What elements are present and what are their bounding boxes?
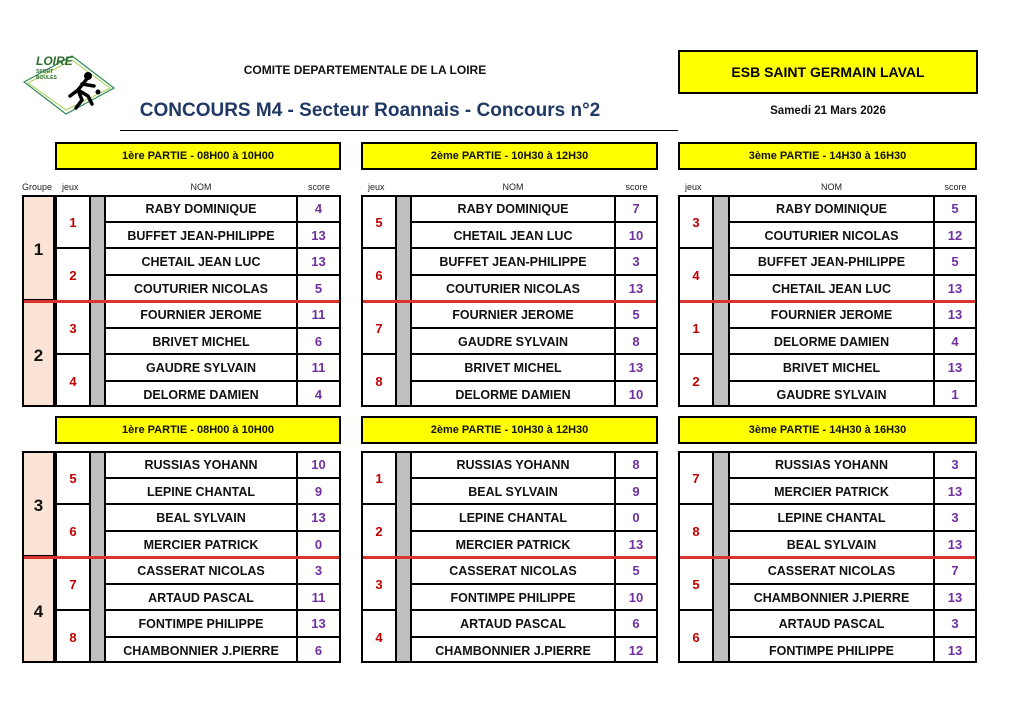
player-name: BUFFET JEAN-PHILIPPE — [411, 248, 615, 275]
player-name: COUTURIER NICOLAS — [411, 275, 615, 302]
player-score: 13 — [615, 531, 658, 558]
player-name: FONTIMPE PHILIPPE — [729, 637, 934, 664]
grey-strip — [90, 195, 105, 301]
game-number: 2 — [678, 354, 713, 407]
player-name: BUFFET JEAN-PHILIPPE — [729, 248, 934, 275]
phase-header: 3ème PARTIE - 14H30 à 16H30 — [678, 416, 977, 444]
logo-main-text: LOIRE — [36, 54, 73, 68]
column-header-games: jeux — [368, 182, 385, 192]
player-score: 11 — [297, 354, 341, 381]
group-separator — [22, 556, 341, 559]
player-score: 13 — [934, 478, 977, 505]
phase-header: 2ème PARTIE - 10H30 à 12H30 — [361, 416, 658, 444]
player-name: MERCIER PATRICK — [105, 531, 297, 558]
column-header-name: NOM — [821, 182, 842, 192]
group-separator — [678, 556, 977, 559]
game-number: 6 — [678, 610, 713, 663]
player-score: 0 — [615, 504, 658, 531]
player-score: 5 — [934, 195, 977, 222]
player-name: DELORME DAMIEN — [729, 328, 934, 355]
player-name: BEAL SYLVAIN — [729, 531, 934, 558]
logo-sub-text: SPORT BOULES — [36, 69, 57, 81]
player-name: LEPINE CHANTAL — [411, 504, 615, 531]
player-name: CASSERAT NICOLAS — [729, 557, 934, 584]
player-score: 3 — [934, 610, 977, 637]
game-number: 4 — [55, 354, 90, 407]
column-header-name: NOM — [502, 182, 524, 192]
player-score: 10 — [615, 381, 658, 408]
player-score: 0 — [297, 531, 341, 558]
player-name: ARTAUD PASCAL — [729, 610, 934, 637]
player-name: RABY DOMINIQUE — [729, 195, 934, 222]
player-score: 1 — [934, 381, 977, 408]
group-separator — [678, 300, 977, 303]
phase-header: 1ère PARTIE - 08H00 à 10H00 — [55, 142, 341, 170]
player-name: RUSSIAS YOHANN — [411, 451, 615, 478]
player-score: 11 — [297, 301, 341, 328]
player-score: 13 — [934, 275, 977, 302]
game-number: 5 — [678, 557, 713, 610]
player-score: 13 — [297, 610, 341, 637]
player-name: DELORME DAMIEN — [105, 381, 297, 408]
player-name: CHETAIL JEAN LUC — [105, 248, 297, 275]
player-name: CHETAIL JEAN LUC — [411, 222, 615, 249]
player-name: BUFFET JEAN-PHILIPPE — [105, 222, 297, 249]
player-score: 6 — [297, 637, 341, 664]
phase-header: 1ère PARTIE - 08H00 à 10H00 — [55, 416, 341, 444]
event-date: Samedi 21 Mars 2026 — [770, 105, 886, 117]
game-number: 8 — [361, 354, 396, 407]
player-score: 4 — [297, 195, 341, 222]
player-name: CHETAIL JEAN LUC — [729, 275, 934, 302]
group-label: 4 — [22, 557, 55, 663]
player-score: 13 — [934, 584, 977, 611]
player-name: CHAMBONNIER J.PIERRE — [729, 584, 934, 611]
player-score: 8 — [615, 328, 658, 355]
player-score: 4 — [297, 381, 341, 408]
grey-strip — [396, 195, 411, 301]
player-score: 6 — [297, 328, 341, 355]
player-score: 12 — [934, 222, 977, 249]
column-header-games: jeux — [685, 182, 702, 192]
player-name: GAUDRE SYLVAIN — [729, 381, 934, 408]
title-underline — [120, 130, 678, 131]
game-number: 5 — [55, 451, 90, 504]
column-header-score: score — [307, 182, 330, 192]
player-name: CHAMBONNIER J.PIERRE — [105, 637, 297, 664]
player-score: 7 — [934, 557, 977, 584]
player-score: 13 — [934, 531, 977, 558]
game-number: 8 — [678, 504, 713, 557]
player-score: 10 — [615, 584, 658, 611]
game-number: 2 — [55, 248, 90, 301]
game-number: 7 — [55, 557, 90, 610]
player-score: 3 — [297, 557, 341, 584]
player-score: 11 — [297, 584, 341, 611]
player-score: 10 — [615, 222, 658, 249]
grey-strip — [396, 451, 411, 557]
player-name: COUTURIER NICOLAS — [105, 275, 297, 302]
game-number: 5 — [361, 195, 396, 248]
player-score: 3 — [934, 451, 977, 478]
player-score: 13 — [934, 637, 977, 664]
player-score: 10 — [297, 451, 341, 478]
player-name: FOURNIER JEROME — [729, 301, 934, 328]
grey-strip — [396, 557, 411, 663]
player-name: COUTURIER NICOLAS — [729, 222, 934, 249]
game-number: 8 — [55, 610, 90, 663]
player-name: GAUDRE SYLVAIN — [411, 328, 615, 355]
player-name: FONTIMPE PHILIPPE — [105, 610, 297, 637]
player-name: CHAMBONNIER J.PIERRE — [411, 637, 615, 664]
club-banner: ESB SAINT GERMAIN LAVAL — [678, 50, 978, 94]
player-score: 5 — [297, 275, 341, 302]
player-name: BRIVET MICHEL — [729, 354, 934, 381]
column-header-score: score — [625, 182, 648, 192]
column-header-score: score — [944, 182, 967, 192]
grey-strip — [713, 195, 729, 301]
loire-logo — [22, 52, 116, 118]
grey-strip — [396, 301, 411, 407]
column-header-name: NOM — [190, 182, 212, 192]
player-score: 9 — [615, 478, 658, 505]
group-separator — [361, 556, 658, 559]
player-score: 13 — [297, 248, 341, 275]
player-name: FOURNIER JEROME — [105, 301, 297, 328]
player-score: 7 — [615, 195, 658, 222]
player-score: 3 — [934, 504, 977, 531]
player-score: 6 — [615, 610, 658, 637]
player-name: ARTAUD PASCAL — [411, 610, 615, 637]
player-score: 8 — [615, 451, 658, 478]
player-score: 9 — [297, 478, 341, 505]
phase-header: 2ème PARTIE - 10H30 à 12H30 — [361, 142, 658, 170]
player-name: RUSSIAS YOHANN — [729, 451, 934, 478]
game-number: 7 — [361, 301, 396, 354]
game-number: 2 — [361, 504, 396, 557]
player-score: 13 — [934, 301, 977, 328]
player-score: 5 — [615, 301, 658, 328]
game-number: 1 — [678, 301, 713, 354]
game-number: 1 — [361, 451, 396, 504]
player-name: BRIVET MICHEL — [105, 328, 297, 355]
player-score: 13 — [934, 354, 977, 381]
player-name: CASSERAT NICOLAS — [105, 557, 297, 584]
player-score: 13 — [615, 275, 658, 302]
player-score: 12 — [615, 637, 658, 664]
game-number: 4 — [361, 610, 396, 663]
player-name: RUSSIAS YOHANN — [105, 451, 297, 478]
player-name: RABY DOMINIQUE — [105, 195, 297, 222]
player-score: 13 — [297, 222, 341, 249]
column-header-games: jeux — [62, 182, 79, 192]
group-label: 1 — [22, 195, 55, 301]
player-name: FONTIMPE PHILIPPE — [411, 584, 615, 611]
game-number: 6 — [361, 248, 396, 301]
player-score: 3 — [615, 248, 658, 275]
grey-strip — [90, 301, 105, 407]
phase-header: 3ème PARTIE - 14H30 à 16H30 — [678, 142, 977, 170]
game-number: 3 — [678, 195, 713, 248]
column-header-group: Groupe — [22, 182, 53, 192]
player-name: FOURNIER JEROME — [411, 301, 615, 328]
player-name: MERCIER PATRICK — [411, 531, 615, 558]
player-name: LEPINE CHANTAL — [105, 478, 297, 505]
player-score: 5 — [615, 557, 658, 584]
page-title: CONCOURS M4 - Secteur Roannais - Concours n°2 — [139, 100, 601, 121]
player-score: 4 — [934, 328, 977, 355]
game-number: 3 — [361, 557, 396, 610]
game-number: 1 — [55, 195, 90, 248]
game-number: 3 — [55, 301, 90, 354]
grey-strip — [90, 557, 105, 663]
player-name: LEPINE CHANTAL — [729, 504, 934, 531]
group-label: 3 — [22, 451, 55, 557]
player-name: GAUDRE SYLVAIN — [105, 354, 297, 381]
group-label: 2 — [22, 301, 55, 407]
player-name: DELORME DAMIEN — [411, 381, 615, 408]
player-score: 5 — [934, 248, 977, 275]
game-number: 6 — [55, 504, 90, 557]
group-separator — [22, 300, 341, 303]
grey-strip — [713, 301, 729, 407]
player-score: 13 — [297, 504, 341, 531]
player-name: ARTAUD PASCAL — [105, 584, 297, 611]
group-separator — [361, 300, 658, 303]
player-name: BEAL SYLVAIN — [411, 478, 615, 505]
game-number: 7 — [678, 451, 713, 504]
player-name: BRIVET MICHEL — [411, 354, 615, 381]
player-name: BEAL SYLVAIN — [105, 504, 297, 531]
player-name: RABY DOMINIQUE — [411, 195, 615, 222]
player-name: MERCIER PATRICK — [729, 478, 934, 505]
grey-strip — [713, 451, 729, 557]
grey-strip — [90, 451, 105, 557]
game-number: 4 — [678, 248, 713, 301]
committee-title: COMITE DEPARTEMENTALE DE LA LOIRE — [243, 63, 487, 77]
grey-strip — [713, 557, 729, 663]
player-score: 13 — [615, 354, 658, 381]
player-name: CASSERAT NICOLAS — [411, 557, 615, 584]
